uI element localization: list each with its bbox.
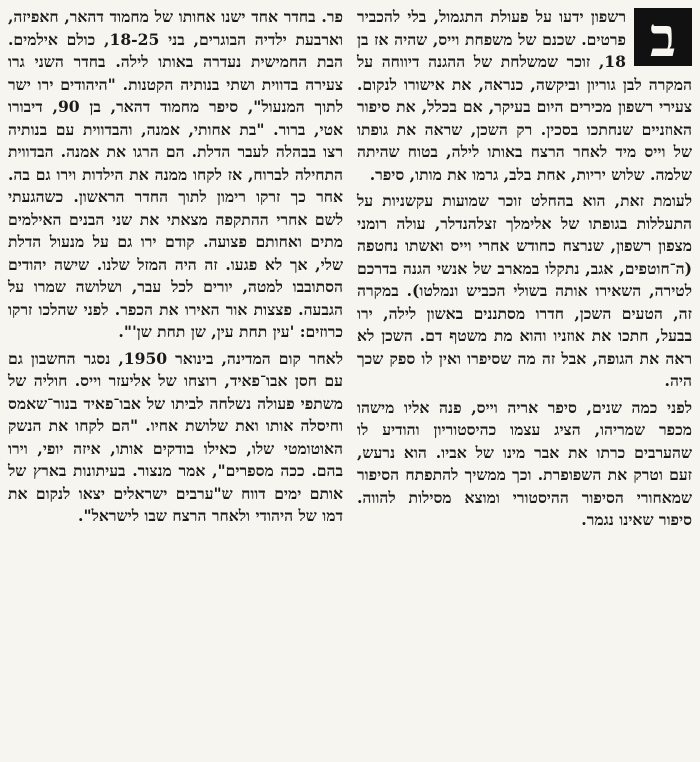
paragraph: פר. בחדר אחד ישנו אחותו של מחמוד דהאר, חאפיזה, וארבעת ילדיה הבוגרים, בני 18-25, כולם אילמים. הבת החמישית נעדרה באותו לילה. בחדר השני גרו צעירה בדווית ושתי בנותיה הקטנות. "היהודים ירו ישר לתוך המנעול", סיפר מחמוד דהאר, בן 90, דיבורו אטי, ברור. "בת אחותי, אמנה, והבדווית עם בנותיה רצו בבהלה לעבר הדלת. הם הרגו את אמנה. הבדווית התחילה לברוח, אז לקחו ממנה את הילדות וירו גם בה. אחר כך זרקו רימון לתוך החדר הראשון. כשהגעתי לשם אחרי ההתקפה מצאתי את שני הבנים האילמים מתים ואחותם פצועה. קודם ירו גם על מנעול הדלת שלי, אך לא פגעו. זה היה המזל שלנו. שישה יהודים הסתובבו למטה, יורים לכל עבר, ושלושה שמרו על הגבעה. פצצות אור האירו את הכפר. לפני שהלכו זרקו כרוזים: 'עין תחת עין, שן תחת שן'".: [8, 7, 344, 341]
article-column-right: [357, 6, 692, 758]
paragraph: לפני כמה שנים, סיפר אריה וייס, פנה אליו מישהו מכפר שמריהו, הציג עצמו כהיסטוריון והודיע לו שהערבים כרתו את אבר מינו של אביו. הוא נרעש, זעם וטרק את השפופרת. וכך ממשיך להתפתח הסיפור שמאחורי הסיפור ההיסטורי ומוצא מסילות להווה. סיפור שאינו נגמר.: [357, 397, 692, 529]
article-column-left: [8, 6, 343, 758]
paragraph: לאחר קום המדינה, בינואר 1950, נסגר החשבון גם עם חסן אבו־פאיד, רוצחו של אליעזר וייס. חוליה של משתפי פעולה נשלחה לביתו של אבו־פאיד בנור־שאמס וחיסלה אותו ואת שלושת אחיו. "הם לקחו את הנשק האוטומטי שלו, כאילו בודקים אותו, איזה יופי, וירו בהם. ככה מספרים", אמר מנצור. בעיתונות בארץ של אותם ימים דווח ש"ערבים ישראלים יצאו לנקום את דמו של היהודי ולאחר הרצח שבו לישראל".: [8, 348, 343, 525]
paragraph: לעומת זאת, הוא בהחלט זוכר שמועות עקשניות על התעללות בגופתו של אלימלך זצלהנדלר, עולה רומני מצפון רשפון, שנרצח כחודש אחרי וייס ואשתו נחטפה (ה־חוטפים, אגב, נתקלו במארב של אנשי הגנה בדרכם לטירה, השאירו אותה בשולי הכביש ונמלטו). במקרה זה, הטעים השכן, חדרו מסתננים באשון לילה, ירו בבעל, חתכו את אוזניו והוא מת משטף דם. השכן לא ראה את הגופה, אבל זה מה שסיפרו ואין לו ספק שכך היה.: [357, 191, 692, 390]
drop-cap-letter: ב: [634, 8, 692, 66]
paragraph: רשפון ידעו על פעולת התגמול, בלי להכביר פרטים. שכנם של משפחת וייס, שהיה אז בן 18, זוכר שמשלחת של ההגנה דיווחה על המקרה לבן גוריון וביקשה, כנראה, את אישורו לנקום. צעירי רשפון מכירים היום בעיקר, אם בכלל, את סיפור האוזניים שנחתכו בסכין. רק השכן, שראה את גופתו של וייס מיד לאחר הרצח באותו לילה, בטוח שהיתה שלמה. שלוש יריות, אחת בלב, גרמו את מותו, סיפר.: [357, 7, 692, 184]
